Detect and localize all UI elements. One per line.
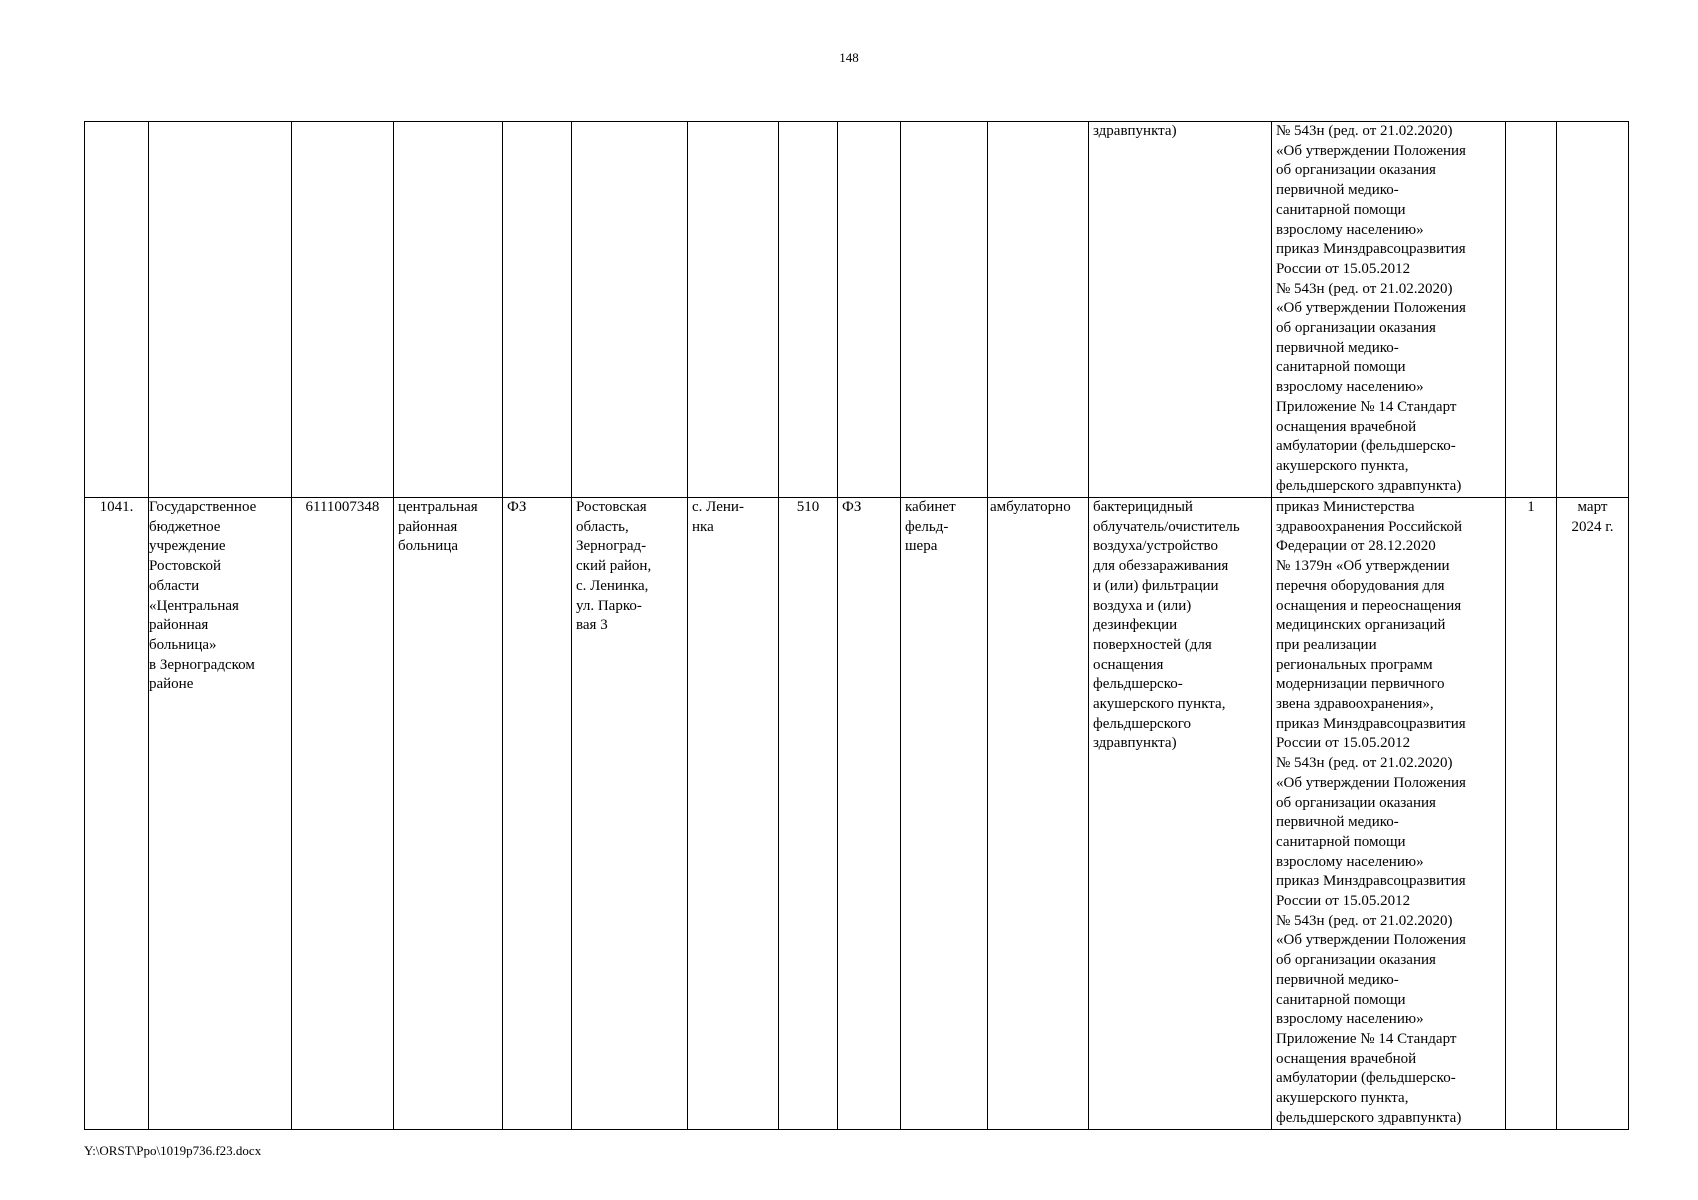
cell-legal-basis: приказ Министерства здравоохранения Российской Федерации от 28.12.2020 № 1379н «Об утверждении перечня оборудования для оснащения и переоснащения медицинских организаций при реализации региональных программ модернизации первичного звена здравоохранения», приказ Минздравсоцразвития России от 15.05.2012 № 543н (ред. от 21.02.2020) «Об утверждении Положения об организации оказания первичной медико- санитарной помощи взрослому населению» приказ Минздравсоцразвития России от 15.05.2012 № 543н (ред. от 21.02.2020) «Об утверждении Положения об организации оказания первичной медико- санитарной помощи взрослому населению» Приложение № 14 Стандарт оснащения врачебной амбулатории (фельдшерско- акушерского пункта, фельдшерского здравпункта) — [1272, 498, 1506, 1130]
equipment-table — [84, 121, 1629, 1130]
cell-organization: Государственное бюджетное учреждение Ростовской области «Центральная районная больница» в Зерноградском районе — [149, 498, 292, 1130]
cell-number — [85, 122, 149, 498]
cell-inn — [292, 122, 394, 498]
table-row-continuation — [85, 122, 1629, 498]
cell-unit-type — [503, 122, 572, 498]
cell-org-type: центральная районная больница — [394, 498, 503, 1130]
cell-room — [901, 122, 988, 498]
cell-unit-type: ФЗ — [503, 498, 572, 1130]
cell-care-form — [988, 122, 1089, 498]
cell-address — [572, 122, 688, 498]
cell-care-form: амбулаторно — [988, 498, 1089, 1130]
cell-subdivision: ФЗ — [838, 498, 901, 1130]
table-row — [85, 498, 1629, 1130]
cell-subdivision — [838, 122, 901, 498]
cell-equipment: здравпункта) — [1089, 122, 1272, 498]
cell-legal-basis: № 543н (ред. от 21.02.2020) «Об утверждении Положения об организации оказания первичной медико- санитарной помощи взрослому населению» приказ Минздравсоцразвития России от 15.05.2012 № 543н (ред. от 21.02.2020) «Об утверждении Положения об организации оказания первичной медико- санитарной помощи взрослому населению» Приложение № 14 Стандарт оснащения врачебной амбулатории (фельдшерско- акушерского пункта, фельдшерского здравпункта) — [1272, 122, 1506, 498]
cell-distance — [779, 122, 838, 498]
cell-settlement — [688, 122, 779, 498]
cell-date: март 2024 г. — [1557, 498, 1629, 1130]
cell-organization — [149, 122, 292, 498]
cell-quantity — [1506, 122, 1557, 498]
cell-date — [1557, 122, 1629, 498]
cell-settlement: с. Лени- нка — [688, 498, 779, 1130]
cell-quantity: 1 — [1506, 498, 1557, 1130]
cell-address: Ростовская область, Зерноград- ский район, с. Ленинка, ул. Парко- вая 3 — [572, 498, 688, 1130]
cell-inn: 6111007348 — [292, 498, 394, 1130]
footer-file-path: Y:\ORST\Ppo\1019p736.f23.docx — [84, 1143, 262, 1158]
cell-room: кабинет фельд- шера — [901, 498, 988, 1130]
cell-number: 1041. — [85, 498, 149, 1130]
cell-distance: 510 — [779, 498, 838, 1130]
cell-org-type — [394, 122, 503, 498]
page-number: 148 — [839, 50, 859, 65]
cell-equipment: бактерицидный облучатель/очиститель воздуха/устройство для обеззараживания и (или) фильтрации воздуха и (или) дезинфекции поверхностей (для оснащения фельдшерско- акушерского пункта, фельдшерского здравпункта) — [1089, 498, 1272, 1130]
